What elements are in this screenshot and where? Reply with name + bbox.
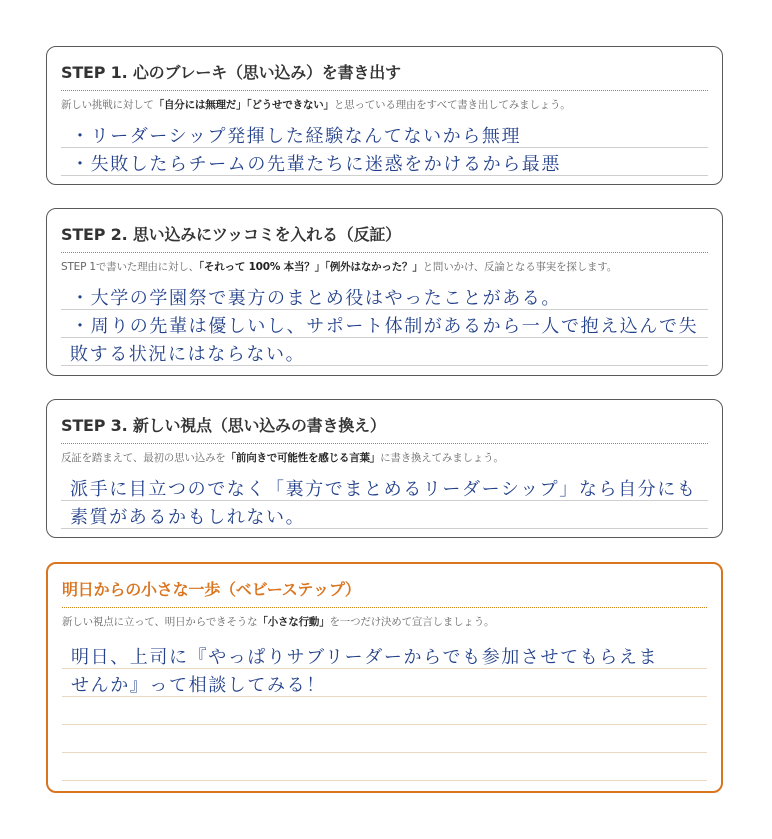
step2-card [46, 208, 723, 376]
step1-line[interactable]: ・失敗したらチームの先輩たちに迷惑をかけるから最悪 [61, 148, 708, 176]
step3-instr-text: に書き換えてみましょう。 [380, 452, 504, 464]
baby-step-line[interactable]: せんか』って相談してみる！ [62, 669, 707, 697]
step3-instr-emphasis: 「前向きで可能性を感じる言葉」 [225, 452, 381, 464]
baby-step-instr-text: 新しい視点に立って、明日からできそうな [62, 616, 258, 628]
step1-instr-emphasis: 「自分には無理だ」「どうせできない」 [153, 99, 334, 111]
baby-step-card [46, 562, 723, 793]
step2-instructions [61, 259, 708, 274]
step2-instr-emphasis: 「それって 100% 本当？」「例外はなかった？」 [198, 261, 423, 273]
baby-step-instr-emphasis: 「小さな行動」 [257, 616, 330, 628]
baby-step-line[interactable] [62, 697, 707, 725]
step3-title: STEP 3. 新しい視点（思い込みの書き換え） [61, 400, 708, 444]
baby-step-line[interactable] [62, 725, 707, 753]
step1-line[interactable]: ・リーダーシップ発揮した経験なんてないから無理 [61, 120, 708, 148]
step1-instructions [61, 97, 708, 112]
step1-instr-text: 新しい挑戦に対して [61, 99, 154, 111]
step2-instr-text: STEP 1で書いた理由に対し、 [61, 261, 199, 273]
baby-step-writing-area[interactable] [62, 641, 707, 781]
step3-line[interactable]: 素質があるかもしれない。 [61, 501, 708, 529]
step1-card [46, 46, 723, 185]
baby-step-title: 明日からの小さな一歩（ベビーステップ） [62, 564, 707, 608]
baby-step-line[interactable]: 明日、上司に『やっぱりサブリーダーからでも参加させてもらえま [62, 641, 707, 669]
step3-line[interactable]: 派手に目立つのでなく「裏方でまとめるリーダーシップ」なら自分にも [61, 473, 708, 501]
step3-instr-text: 反証を踏まえて、最初の思い込みを [61, 452, 226, 464]
step2-line[interactable]: 敗する状況にはならない。 [61, 338, 708, 366]
step1-writing-area[interactable] [61, 120, 708, 176]
step2-writing-area[interactable] [61, 282, 708, 366]
step2-instr-text: と問いかけ、反論となる事実を探します。 [422, 261, 618, 273]
step1-instr-text: と思っている理由をすべて書き出してみましょう。 [333, 99, 571, 111]
step3-writing-area[interactable] [61, 473, 708, 529]
step2-title: STEP 2. 思い込みにツッコミを入れる（反証） [61, 209, 708, 253]
step2-line[interactable]: ・大学の学園祭で裏方のまとめ役はやったことがある。 [61, 282, 708, 310]
step3-instructions [61, 450, 708, 465]
step3-card [46, 399, 723, 538]
baby-step-instr-text: を一つだけ決めて宣言しましょう。 [329, 616, 495, 628]
baby-step-instructions [62, 614, 707, 629]
step2-line[interactable]: ・周りの先輩は優しいし、サポート体制があるから一人で抱え込んで失 [61, 310, 708, 338]
step1-title: STEP 1. 心のブレーキ（思い込み）を書き出す [61, 47, 708, 91]
baby-step-line[interactable] [62, 753, 707, 781]
